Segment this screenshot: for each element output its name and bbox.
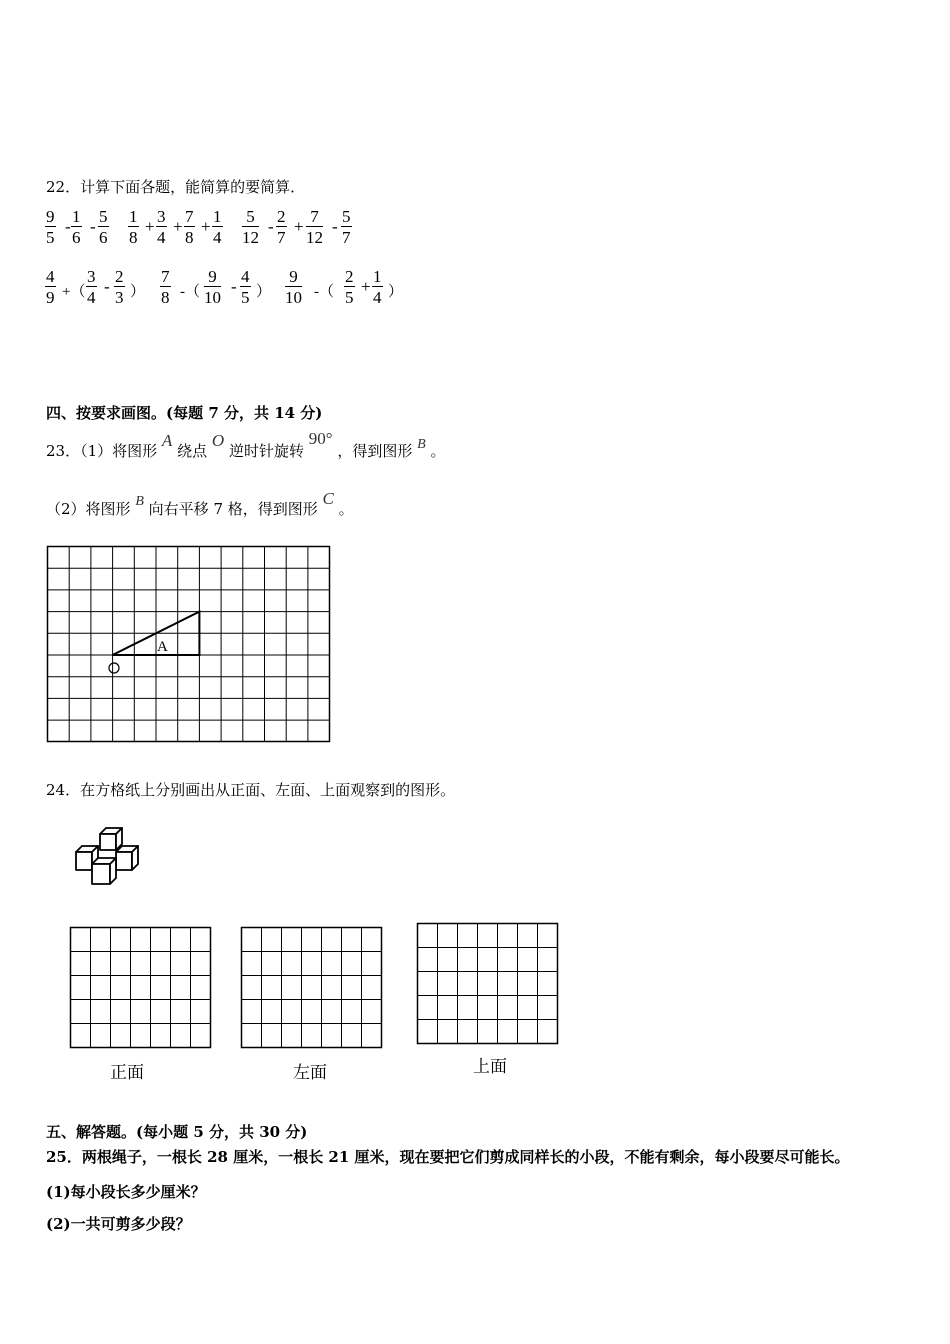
operator: -（	[314, 284, 334, 300]
operator: -	[90, 217, 96, 236]
fraction: $\frac{5}{7}$	[342, 207, 351, 247]
fraction: $\frac{1}{4}$	[373, 267, 382, 307]
operator: ）	[388, 284, 404, 300]
fraction: $\frac{3}{4}$	[157, 207, 166, 247]
symbol-c: C	[322, 489, 334, 508]
fraction: $\frac{7}{8}$	[185, 207, 194, 247]
fraction: $\frac{1}{6}$	[72, 207, 81, 247]
symbol-b: B	[135, 494, 144, 509]
operator: -（	[180, 284, 200, 300]
fraction: $\frac{2}{7}$	[277, 207, 286, 247]
operator: -	[65, 217, 71, 236]
text: 。	[338, 500, 354, 518]
symbol-a: A	[161, 431, 173, 450]
text: 向右平移 7 格，得到图形	[148, 500, 318, 518]
text: 绕点	[177, 442, 208, 460]
fraction: $\frac{4}{9}$	[46, 267, 55, 307]
fraction: $\frac{2}{5}$	[345, 267, 354, 307]
operator: -	[104, 277, 110, 296]
operator: +	[294, 217, 304, 236]
angle: 90°	[308, 429, 333, 448]
q24-title: 24．在方格纸上分别画出从正面、左面、上面观察到的图形。	[46, 781, 456, 799]
fraction: $\frac{9}{10}$	[285, 267, 302, 307]
q23-part2	[46, 489, 354, 519]
q23-part1	[46, 429, 446, 461]
text: （2）将图形	[46, 500, 131, 518]
section-4-title: 四、按要求画图。(每题 7 分，共 14 分)	[46, 404, 323, 422]
operator: +	[173, 217, 183, 236]
section-5-title: 五、解答题。(每小题 5 分，共 30 分)	[46, 1123, 308, 1141]
front-view-label: 正面	[110, 1063, 144, 1083]
fraction: $\frac{2}{3}$	[115, 267, 124, 307]
fraction: $\frac{9}{10}$	[204, 267, 221, 307]
q22-title: 22．计算下面各题，能简算的要简算．	[46, 178, 306, 196]
q25-sub1: (1)每小段长多少厘米？	[46, 1183, 206, 1201]
fraction: $\frac{7}{12}$	[306, 207, 323, 247]
fraction: $\frac{5}{6}$	[99, 207, 108, 247]
operator: ）	[256, 284, 272, 300]
symbol-b: B	[417, 437, 426, 452]
fraction: $\frac{1}{8}$	[129, 207, 138, 247]
cube-stack-figure	[66, 822, 156, 894]
operator: +	[201, 217, 211, 236]
text: 23．（1）将图形	[46, 442, 158, 460]
operator: -	[231, 277, 237, 296]
fraction: $\frac{1}{4}$	[213, 207, 222, 247]
operator: +	[145, 217, 155, 236]
symbol-o: O	[211, 431, 225, 450]
top-view-grid	[416, 922, 560, 1047]
q25-sub2: (2)一共可剪多少段？	[46, 1215, 191, 1233]
top-view-label: 上面	[473, 1057, 507, 1077]
fraction: $\frac{3}{4}$	[87, 267, 96, 307]
fraction: $\frac{5}{12}$	[242, 207, 259, 247]
front-view-grid	[69, 926, 213, 1051]
left-view-label: 左面	[293, 1063, 327, 1083]
operator: +（	[62, 284, 86, 300]
left-view-grid	[240, 926, 384, 1051]
text: 。	[430, 442, 446, 460]
point-o	[109, 663, 119, 673]
fraction: $\frac{4}{5}$	[241, 267, 250, 307]
fraction: $\frac{7}{8}$	[161, 267, 170, 307]
text: 逆时针旋转	[228, 442, 304, 460]
text: ，得到图形	[337, 442, 413, 460]
operator: +	[361, 277, 371, 296]
operator: ）	[130, 284, 146, 300]
operator: -	[268, 217, 274, 236]
label-a: A	[157, 639, 168, 655]
q23-grid	[46, 545, 332, 745]
fraction: $\frac{9}{5}$	[46, 207, 55, 247]
q25-text: 25．两根绳子，一根长 28 厘米，一根长 21 厘米，现在要把它们剪成同样长的小段，不能有剩余，每小段要尽可能长。	[46, 1148, 850, 1166]
operator: -	[332, 217, 338, 236]
